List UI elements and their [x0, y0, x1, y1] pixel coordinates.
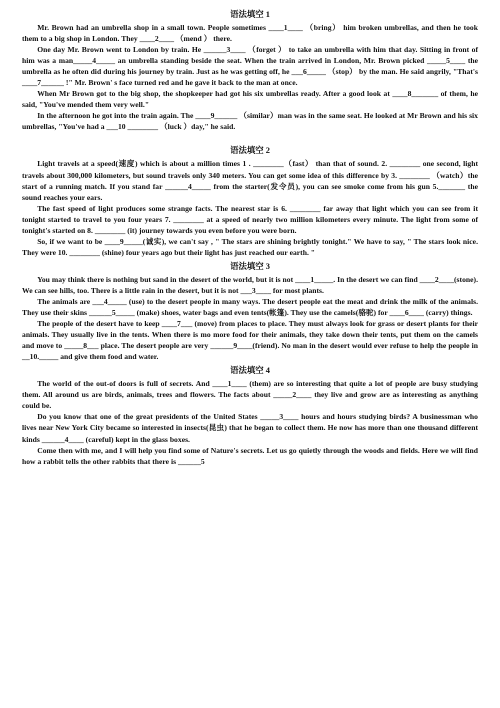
- section-1-paragraph: Mr. Brown had an umbrella shop in a small town. People sometimes ____1____ （bring） him broken umbrellas, and then he took them to a big shop in London. They ____2____ （mend ） there.: [22, 23, 478, 44]
- section-3-title: 语法填空 3: [230, 261, 270, 271]
- section-2-paragraph: The fast speed of light produces some strange facts. The nearest star is 6. ________ far away that light which you can see from it tonight started to travel to you four years 7. ________ at a speed of nearly two million kilometers every minute. The light from some of tonight's started on 8. ________ (it) journey towards you even before you were born.: [22, 203, 478, 235]
- section-1-paragraph: One day Mr. Brown went to London by train. He ______3____ （forget ） to take an umbrella with him that day. Sitting in front of him was a man_____4_____ an umbrella standing beside the seat. When the train arrived in London, Mr. Brown picked _____5____ the umbrella as he often did during his journey by train. Just as he was getting off, he ___6_____ （stop） by the man. He said angrily, "That's ____7______ !" Mr. Brown' s face turned red and he gave it back to the man at once.: [22, 45, 478, 88]
- section-spacer: [22, 132, 478, 142]
- section-4-title: 语法填空 4: [230, 366, 270, 376]
- section-2-paragraph: So, if we want to be ____9_____(诚实), we can't say , " The stars are shining brightly tonight." We have to say, " The stars look nice. They were 10. ________ (shine) four years ago but their light has just reached our earth. ": [22, 236, 478, 257]
- section-2-paragraph: Light travels at a speed(速度) which is about a million times 1 . ________（fast） than that of sound. 2. ________ one second, light travels about 300,000 kilometers, but sound travels only 340 meters. You can get some idea of this difference by 3. ________ （watch）the start of a running match. If you stand far ______4_____ from the starter(发令员), you can see smoke come from his gun 5._______ the sound reaches your ears.: [22, 159, 478, 202]
- section-3-paragraph: The people of the desert have to keep ____7___ (move) from places to place. They must always look for grass or desert plants for their animals. They usually live in the tents. When there is mo more food for their animals, they take down their tents, put them on the camels and move to _____8___ place. The desert people are very ______9____(friend). No man in the desert would ever refuse to help the people in __10._____ and give them food and water.: [22, 319, 478, 362]
- section-4-paragraph: The world of the out-of doors is full of secrets. And ____1____ (them) are so interesting that quite a lot of people are busy studying them. All around us are birds, animals, trees and flowers. The facts about _____2____ they live and grow are as interesting as anything could be.: [22, 379, 478, 411]
- section-3-paragraph: The animals are ___4_____ (use) to the desert people in many ways. The desert people eat the meat and drink the milk of the animals. They use their skins ______5_____ (make) shoes, water bags and even tents(帐篷). They use the camels(骆驼) for ____6____ (carry) things.: [22, 296, 478, 318]
- section-1-paragraph: In the afternoon he got into the train again. The ____9______ （similar）man was in the same seat. He looked at Mr Brown and his six umbrellas, "You've had a ___10 ________ （luck ）day," he said.: [22, 111, 478, 132]
- section-2-title: 语法填空 2: [230, 146, 270, 156]
- section-4-paragraph: Come then with me, and I will help you find some of Nature's secrets. Let us go quietly through the woods and fields. Here we will find how a rabbit tells the other rabbits that there is ______5: [22, 445, 478, 466]
- section-3-paragraph: You may think there is nothing but sand in the desert of the world, but it is not ____1_____. In the desert we can find ____2____(stone). We can see hills, too. There is a little rain in the desert, but it is not ___3____ for most plants.: [22, 274, 478, 295]
- section-1-title: 语法填空 1: [230, 10, 270, 19]
- section-4-paragraph: Do you know that one of the great presidents of the United States _____3____ hours and hours studying birds? A businessman who lives near New York City became so interested in insects(昆虫) that he began to collect them. He now has more than one thousand different kinds ______4____ (careful) kept in the glass boxes.: [22, 412, 478, 444]
- section-1-paragraph: When Mr Brown got to the big shop, the shopkeeper had got his six umbrellas ready. After a good look at ____8_______ of them, he said, "You've mended them very well.": [22, 89, 478, 110]
